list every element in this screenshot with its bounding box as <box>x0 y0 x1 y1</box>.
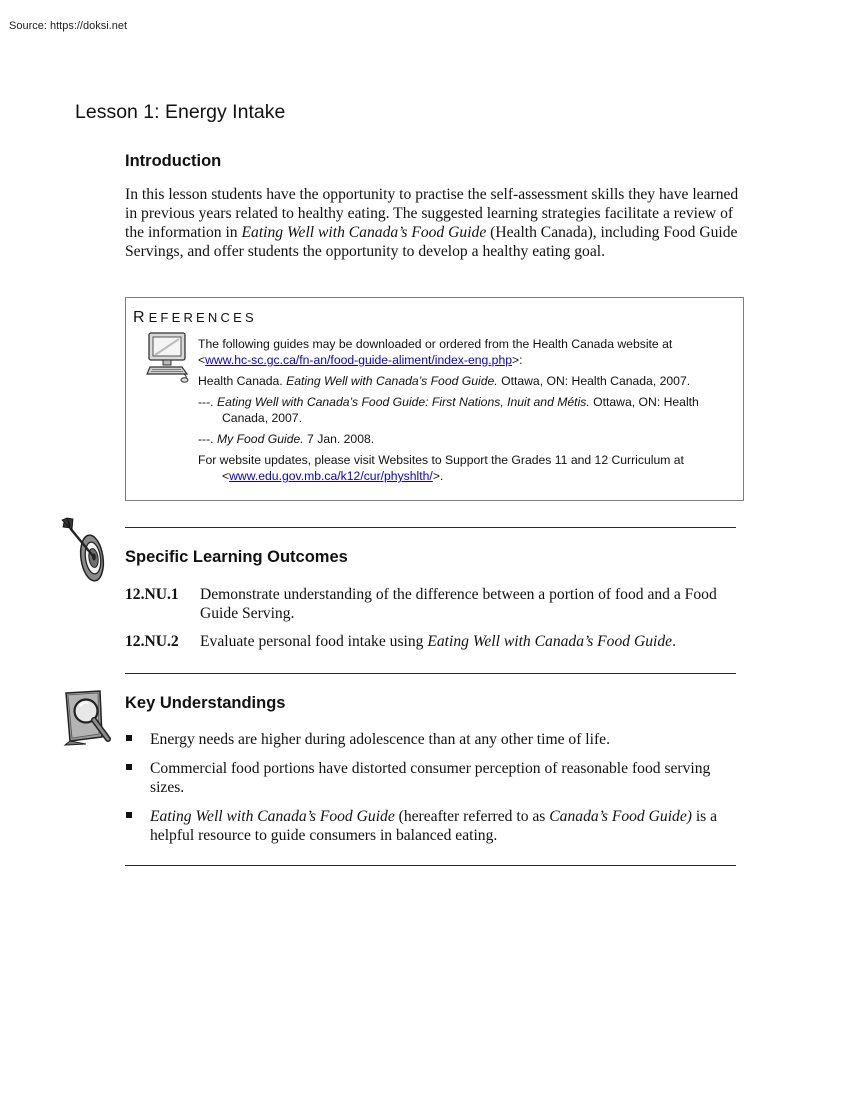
references-body <box>198 336 738 489</box>
references-title: REFERENCES <box>133 309 257 326</box>
magnifier-icon <box>62 689 116 753</box>
list-item: Energy needs are higher during adolescence than at any other time of life. <box>125 730 735 749</box>
outcome-code: 12.NU.1 <box>125 586 179 603</box>
manitoba-curriculum-link[interactable]: www.edu.gov.mb.ca/k12/cur/physhlth/ <box>229 469 433 483</box>
target-arrow-icon <box>58 512 114 588</box>
bullet-icon <box>125 759 150 797</box>
introduction-text <box>125 185 740 261</box>
outcome-item <box>125 632 735 651</box>
intro-text-title: Eating Well with Canada’s Food Guide <box>241 224 487 241</box>
bullet-icon <box>125 807 150 845</box>
introduction-heading: Introduction <box>125 152 222 170</box>
website-updates: For website updates, please visit Websites to Support the Grades 11 and 12 Curriculum at <www.edu.gov.mb.ca/k12/cur/physhlth/>. <box>198 453 684 483</box>
outcome-code: 12.NU.2 <box>125 633 179 650</box>
section-divider <box>125 673 736 674</box>
intro-text-part: (Health Canada), including Food Guide Servings, and offer students the opportunity to develop a healthy eating goal. <box>125 224 738 260</box>
intro-text-part: In this lesson students have the opportunity to practise the self-assessment skills they have learned in previous years related to healthy eating. The suggested learning strategies facilitate a review of the information in <box>125 186 739 241</box>
bullet-icon <box>125 730 150 749</box>
reference-item: Health Canada. Eating Well with Canada’s Food Guide. Ottawa, ON: Health Canada, 2007. <box>198 374 691 388</box>
references-intro: The following guides may be downloaded or ordered from the Health Canada website at <www.hc-sc.gc.ca/fn-an/food-guide-aliment/index-eng.php>: <box>198 337 673 367</box>
key-understandings-list <box>125 730 735 855</box>
key-understandings-heading: Key Understandings <box>125 694 286 712</box>
references-box <box>125 297 744 501</box>
list-item: Commercial food portions have distorted consumer perception of reasonable food serving sizes. <box>125 759 735 797</box>
source-label: Source: https://doksi.net <box>9 20 128 32</box>
lesson-title: Lesson 1: Energy Intake <box>75 101 286 123</box>
section-divider <box>125 865 736 866</box>
health-canada-link[interactable]: www.hc-sc.gc.ca/fn-an/food-guide-aliment/index-eng.php <box>205 353 513 367</box>
computer-icon <box>146 331 194 387</box>
outcome-text: Evaluate personal food intake using Eating Well with Canada’s Food Guide. <box>200 633 676 650</box>
outcome-text: Demonstrate understanding of the difference between a portion of food and a Food Guide Serving. <box>200 586 717 622</box>
outcomes-heading: Specific Learning Outcomes <box>125 548 348 566</box>
outcome-item <box>125 585 735 623</box>
reference-item: ---. Eating Well with Canada’s Food Guide: First Nations, Inuit and Métis. Ottawa, ON: Health Canada, 2007. <box>198 395 699 425</box>
section-divider <box>125 527 736 528</box>
list-item: Eating Well with Canada’s Food Guide (hereafter referred to as Canada’s Food Guide) is a helpful resource to guide consumers in balanced eating. <box>125 807 735 845</box>
reference-item: ---. My Food Guide. 7 Jan. 2008. <box>198 432 375 446</box>
